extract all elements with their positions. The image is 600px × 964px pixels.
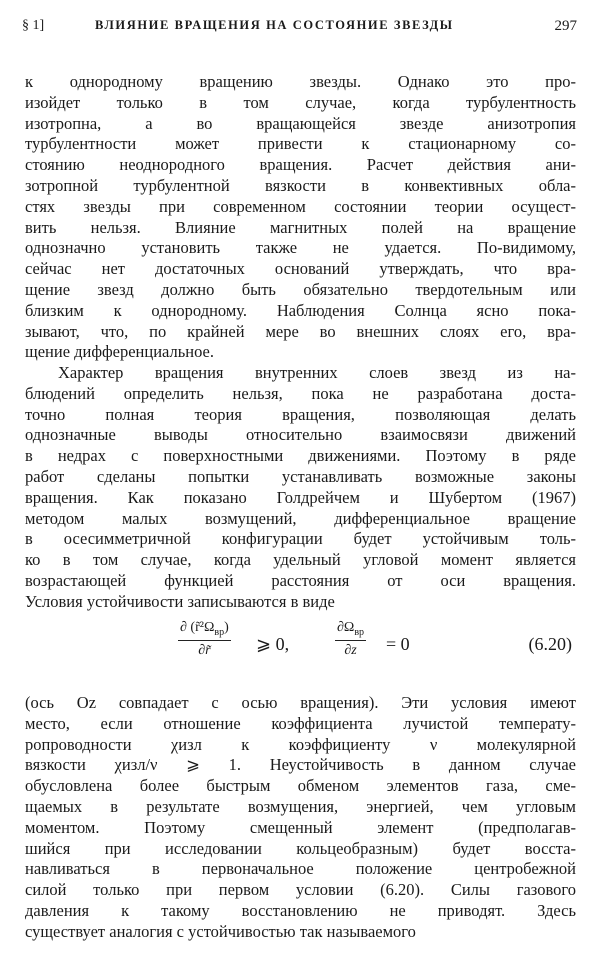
text-line: существует аналогия с устойчивостью так называемого [25,921,416,941]
text-line: (ось Oz совпадает с осью вращения). Эти условия имеют [25,693,576,712]
text-line: зотропной турбулентной вязкости в конвективных обла- [25,175,576,195]
text-line: навливаться в первоначальное положение центробежной [25,859,576,879]
text-line: давления к такому восстановлению не приводят. Здесь [25,900,576,920]
equation-6-20 [0,620,600,680]
section-number: § 1] [22,18,45,33]
running-title: ВЛИЯНИЕ ВРАЩЕНИЯ НА СОСТОЯНИЕ ЗВЕЗДЫ [95,18,454,32]
text-line: обусловлена более быстрым обменом элементов газа, сме- [25,776,576,796]
relation-geq: ⩾ 0, [256,634,290,654]
text-line: вязкости χизл/ν ⩾ 1. Неустойчивость в данном случае [25,755,576,775]
text-line: сейчас нет достаточных оснований утверждать, что вра- [25,259,576,279]
text-line: место, если отношение коэффициента лучистой температу- [25,713,576,733]
paragraph-2 [25,363,576,613]
text-line: Характер вращения внутренних слоев звезд из на- [58,363,576,382]
text-line: в осесимметричной конфигурации будет устойчивым толь- [25,529,576,549]
text-line: блюдений определить нельзя, пока не разработана доста- [25,383,576,403]
text-line: однозначные выводы относительно взаимосвязи движений [25,425,576,445]
text-line: стоянию неоднородного вращения. Расчет действия ани- [25,155,576,175]
text-line: зывают, что, по крайней мере во внешних слоях его, вра- [25,321,576,341]
text-line: щаемых в результате возмущения, энергией, чем угловым [25,796,576,816]
text-line: изойдет только в том случае, когда турбулентность [25,92,576,112]
text-line: близким к однородному. Наблюдения Солнца ясно пока- [25,300,576,320]
fraction-2 [335,620,366,659]
text-line: шийся при исследовании кольцеобразным) будет восста- [25,838,576,858]
denominator: ∂r̃ [198,642,211,658]
text-line: щение звезд должно быть обязательно твердотельным или [25,279,576,299]
running-header [22,18,577,38]
text-line: возрастающей функцией расстояния от оси вращения. [25,570,576,590]
text-line: в недрах с поверхностными движениями. Поэтому в ряде [25,446,576,466]
text-line: вращения. Как показано Голдрейчем и Шубертом (1967) [25,487,576,507]
subscript: вр [354,626,365,638]
text-line: работ сделаны попытки устанавливать возможные законы [25,466,576,486]
equation-number: (6.20) [528,634,572,654]
text-line: вить нельзя. Влияние магнитных полей на вращение [25,217,576,237]
paren: ) [224,620,229,635]
text-line: Условия устойчивости записываются в виде [25,591,335,611]
page-number: 297 [554,18,577,34]
paragraph-3 [25,693,576,943]
text-line: точно полная теория вращения, позволяющая делать [25,404,576,424]
numerator: ∂Ω [337,620,355,635]
text-line: силой только при первом условии (6.20). Силы газового [25,880,576,900]
text-line: ко в том случае, когда удельный угловой момент является [25,550,576,570]
text-line: ропроводности χизл к коэффициенту ν молекулярной [25,734,576,754]
denominator: ∂z [344,642,357,658]
relation-eq: = 0 [386,634,410,654]
text-line: щение дифференциальное. [25,342,214,362]
text-line: стях звезды при современном состоянии теории осущест- [25,196,576,216]
text-line: к однородному вращению звезды. Однако это про- [25,72,576,91]
text-line: изотропна, а во вращающейся звезде анизотропия [25,113,576,133]
text-line: моментом. Поэтому смещенный элемент (предполагав- [25,817,576,837]
numerator: ∂ (r̃²Ω [180,620,215,635]
text-line: методом малых возмущений, дифференциальное вращение [25,508,576,528]
paragraph-1 [25,72,576,363]
fraction-1 [178,620,231,659]
subscript: вр [214,626,225,638]
text-line: однозначно установить также не удается. По-видимому, [25,238,576,258]
text-line: турбулентности может привести к стационарному со- [25,134,576,154]
